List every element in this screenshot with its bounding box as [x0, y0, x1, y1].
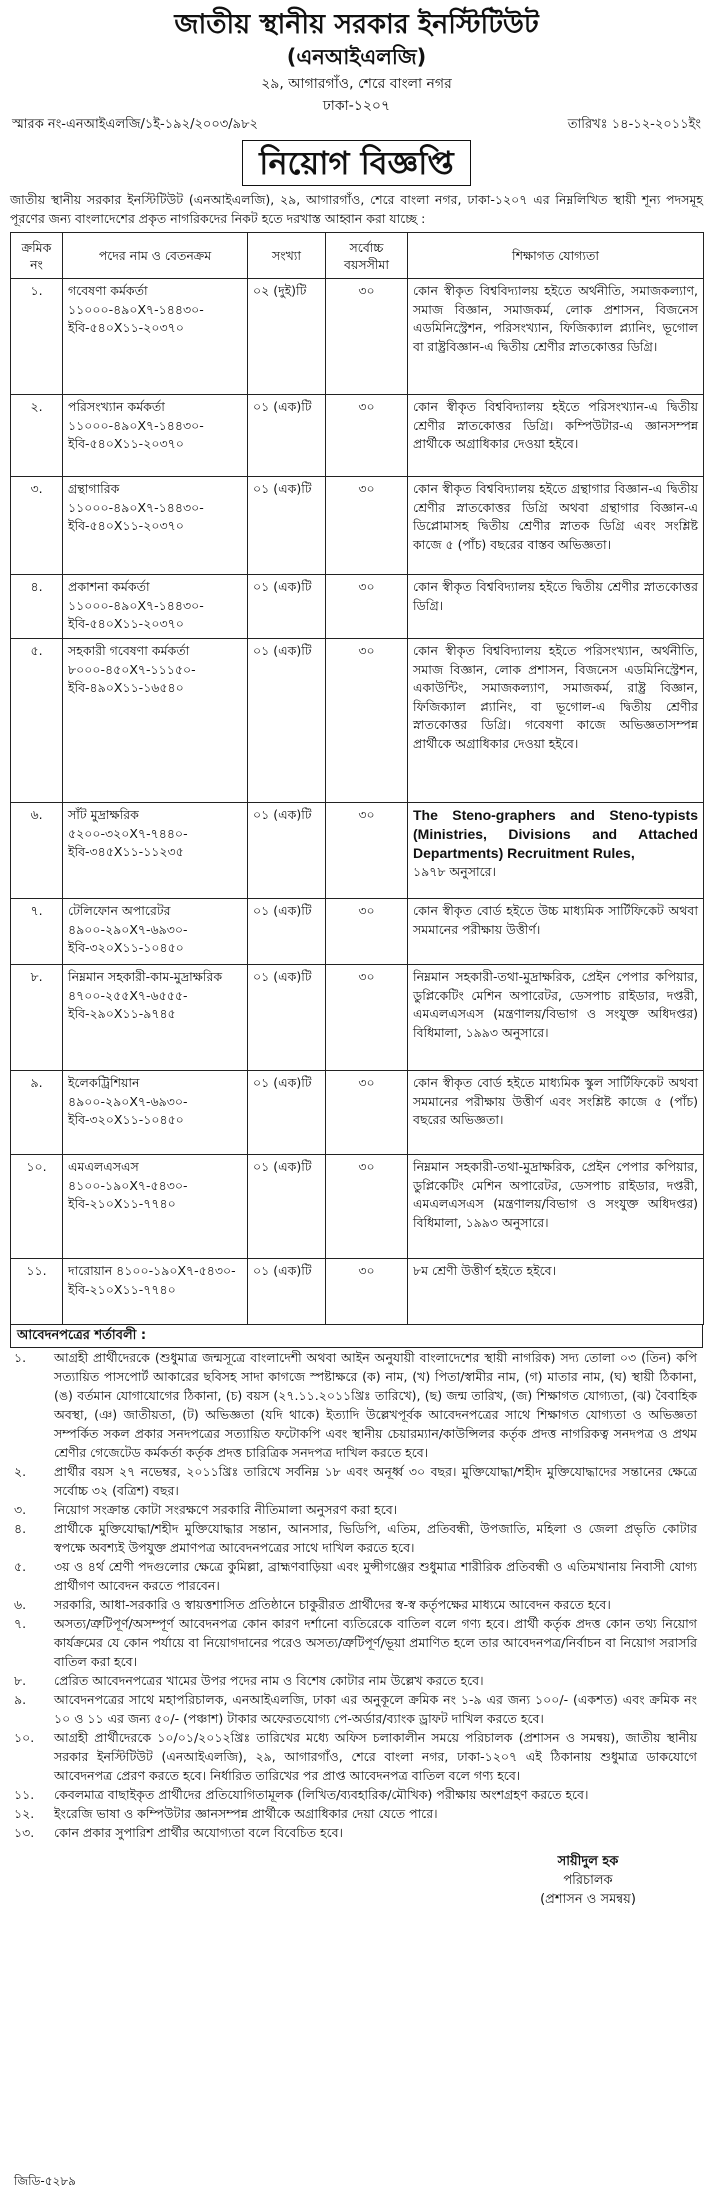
- qualification-cell: কোন স্বীকৃত বিশ্ববিদ্যালয় হইতে গ্রন্থাগার বিজ্ঞান-এ দ্বিতীয় শ্রেণীর স্নাতকোত্তর ডিগ্রি অথবা গ্রন্থাগার বিজ্ঞান-এ ডিপ্লোমাসহ দ্বিতীয় শ্রেণীর স্নাতক ডিগ্রি এবং সংশ্লিষ্ট কাজে ৫ (পাঁচ) বছরের বাস্তব অভিজ্ঞতা।: [408, 477, 704, 575]
- condition-text: ইংরেজি ভাষা ও কম্পিউটার জ্ঞানসম্পন্ন প্রার্থীকে অগ্রাধিকার দেয়া যেতে পারে।: [54, 1806, 438, 1821]
- org-city: ঢাকা-১২০৭: [322, 98, 391, 114]
- condition-item: [10, 1519, 703, 1557]
- condition-item: [10, 1728, 703, 1785]
- condition-text: অসত্য/ত্রুটিপূর্ণ/অসম্পূর্ণ আবেদনপত্র কোন কারণ দর্শানো ব্যতিরেকে বাতিল বলে গণ্য হবে। প্রার্থী কর্তৃক প্রদত্ত কোন তথ্য নিয়োগ কার্যক্রমের যে কোন পর্যায়ে বা নিয়োগদানের পরেও অসত্য/ত্রুটিপূর্ণ/ভূয়া প্রমাণিত হলে তার আবেদনপত্র/নির্বাচন বা নিয়োগ সরাসরি বাতিল করা হবে।: [54, 1616, 697, 1669]
- age-cell: ৩০: [326, 477, 408, 575]
- qualification-cell: কোন স্বীকৃত বিশ্ববিদ্যালয় হইতে পরিসংখ্যান-এ দ্বিতীয় শ্রেণীর স্নাতকোত্তর ডিগ্রি। কম্পিউটার-এ জ্ঞানসম্পন্ন প্রার্থীকে অগ্রাধিকার দেওয়া হইবে।: [408, 395, 704, 477]
- qualification-cell: [408, 803, 704, 899]
- condition-item: [10, 1671, 703, 1690]
- condition-number: ১৩.: [14, 1825, 35, 1840]
- qualification-cell: ৮ম শ্রেণী উত্তীর্ণ হইতে হইবে।: [408, 1259, 704, 1325]
- condition-item: [10, 1500, 703, 1519]
- qualification-rule-year: ১৯৭৮ অনুসারে।: [413, 864, 496, 879]
- age-cell: ৩০: [326, 965, 408, 1071]
- post-cell: দারোয়ান ৪১০০-১৯০X৭-৫৪৩০-ইবি-২১০X১১-৭৭৪০: [63, 1259, 248, 1325]
- age-cell: ৩০: [326, 803, 408, 899]
- condition-item: [10, 1690, 703, 1728]
- signature-block: [10, 1852, 703, 1909]
- post-cell: এমএলএসএস ৪১০০-১৯০X৭-৫৪৩০-ইবি-২১০X১১-৭৭৪০: [63, 1155, 248, 1259]
- table-row: [11, 575, 704, 639]
- condition-text: কেবলমাত্র বাছাইকৃত প্রার্থীদের প্রতিযোগিতামূলক (লিখিত/ব্যবহারিক/মৌখিক) পরীক্ষায় অংশগ্রহণ করতে হবে।: [54, 1787, 589, 1802]
- org-name: জাতীয় স্থানীয় সরকার ইনস্টিটিউট: [174, 9, 539, 40]
- qualification-rule-text: The Steno-graphers and Steno-typists (Ministries, Divisions and Attached Departments) Recruitment Rules,: [413, 807, 698, 861]
- age-cell: ৩০: [326, 1259, 408, 1325]
- condition-number: ১২.: [14, 1806, 35, 1821]
- qualification-cell: কোন স্বীকৃত বোর্ড হইতে মাধ্যমিক স্কুল সার্টিফিকেট অথবা সমমানের পরীক্ষায় উত্তীর্ণ এবং সংশ্লিষ্ট কাজে ৫ (পাঁচ) বছরের অভিজ্ঞতা।: [408, 1071, 704, 1155]
- count-cell: ০২ (দুই)টি: [248, 279, 326, 395]
- condition-text: কোন প্রকার সুপারিশ প্রার্থীর অযোগ্যতা বলে বিবেচিত হবে।: [54, 1825, 344, 1840]
- serial-cell: ৮.: [11, 965, 63, 1071]
- signatory-name: সায়ীদুল হক: [557, 1854, 619, 1869]
- qualification-cell: নিম্নমান সহকারী-তথা-মুদ্রাক্ষরিক, প্রেইন পেপার কপিয়ার, ডুপ্লিকেটিং মেশিন অপারেটর, ডেসপাচ রাইডার, দপ্তরী, এমএলএসএস (মন্ত্রণালয়/বিভাগ ও সংযুক্ত অধিদপ্তর) বিধিমালা, ১৯৯৩ অনুসারে।: [408, 965, 704, 1071]
- condition-text: ৩য় ও ৪র্থ শ্রেণী পদগুলোর ক্ষেত্রে কুমিল্লা, ব্রাহ্মণবাড়িয়া এবং মুন্সীগঞ্জের শুধুমাত্র শারীরিক প্রতিবন্ধী ও এতিমখানায় নিবাসী যোগ্য প্রার্থীগণ আবেদন করতে পারবেন।: [54, 1559, 697, 1593]
- col-header-qualification: শিক্ষাগত যোগ্যতা: [408, 233, 704, 279]
- post-cell: পরিসংখ্যান কর্মকর্তা ১১০০০-৪৯০X৭-১৪৪৩০-ইবি-৫৪০X১১-২০৩৭০: [63, 395, 248, 477]
- table-row: [11, 1259, 704, 1325]
- notice-title: নিয়োগ বিজ্ঞপ্তি: [242, 140, 470, 186]
- memo-line: [10, 116, 703, 134]
- serial-cell: ৬.: [11, 803, 63, 899]
- notice-title-box: [10, 140, 703, 186]
- table-header-row: [11, 233, 704, 279]
- post-cell: টেলিফোন অপারেটর ৪৯০০-২৯০X৭-৬৯৩০-ইবি-৩২০X১১-১০৪৫০: [63, 899, 248, 965]
- age-cell: ৩০: [326, 639, 408, 803]
- conditions-title: আবেদনপত্রের শর্তাবলী :: [10, 1325, 703, 1348]
- condition-number: ৪.: [14, 1521, 27, 1536]
- count-cell: ০১ (এক)টি: [248, 965, 326, 1071]
- table-row: [11, 1155, 704, 1259]
- post-cell: সহকারী গবেষণা কর্মকর্তা ৮০০০-৪৫০X৭-১১১৫০-ইবি-৪৯০X১১-১৬৫৪০: [63, 639, 248, 803]
- condition-number: ৬.: [14, 1597, 27, 1612]
- condition-text: প্রার্থীর বয়স ২৭ নভেম্বর, ২০১১খ্রিঃ তারিখে সর্বনিম্ন ১৮ এবং অনূর্ধ্ব ৩০ বছর। মুক্তিযোদ্ধা/শহীদ মুক্তিযোদ্ধাদের সন্তানের ক্ষেত্রে সর্বোচ্চ ৩২ (বত্রিশ) বছর।: [54, 1464, 697, 1498]
- posts-table: [10, 232, 704, 1325]
- condition-number: ৯.: [14, 1692, 27, 1707]
- qualification-cell: কোন স্বীকৃত বিশ্ববিদ্যালয় হইতে অর্থনীতি, সমাজকল্যাণ, সমাজ বিজ্ঞান, সমাজকর্ম, লোক প্রশাসন, বিজনেস এডমিনিস্ট্রেশন, পরিসংখ্যান, ফিজিক্যাল প্ল্যানিং, ভূগোল বা রাষ্ট্রবিজ্ঞান-এ দ্বিতীয় শ্রেণীর স্নাতকোত্তর ডিগ্রি।: [408, 279, 704, 395]
- table-row: [11, 965, 704, 1071]
- condition-text: নিয়োগ সংক্রান্ত কোটা সংরক্ষণে সরকারি নীতিমালা অনুসরণ করা হবে।: [54, 1502, 398, 1517]
- condition-text: প্রার্থীকে মুক্তিযোদ্ধা/শহীদ মুক্তিযোদ্ধার সন্তান, আনসার, ভিডিপি, এতিম, প্রতিবন্ধী, উপজাতি, মহিলা ও জেলা প্রভৃতি কোটার স্বপক্ষে অবশ্যই উপযুক্ত প্রমাণপত্র আবেদনপত্রের সাথে দাখিল করতে হবে।: [54, 1521, 697, 1555]
- col-header-post: পদের নাম ও বেতনক্রম: [63, 233, 248, 279]
- table-row: [11, 477, 704, 575]
- age-cell: ৩০: [326, 279, 408, 395]
- condition-number: ৮.: [14, 1673, 27, 1688]
- qualification-cell: কোন স্বীকৃত বিশ্ববিদ্যালয় হইতে দ্বিতীয় শ্রেণীর স্নাতকোত্তর ডিগ্রি।: [408, 575, 704, 639]
- table-row: [11, 803, 704, 899]
- serial-cell: ৭.: [11, 899, 63, 965]
- serial-cell: ৫.: [11, 639, 63, 803]
- table-row: [11, 899, 704, 965]
- age-cell: ৩০: [326, 395, 408, 477]
- condition-text: সরকারি, আধা-সরকারি ও স্বায়ত্তশাসিত প্রতিষ্ঠানে চাকুরীরত প্রার্থীদের স্ব-স্ব কর্তৃপক্ষের মাধ্যমে আবেদন করতে হবে।: [54, 1597, 611, 1612]
- memo-date: তারিখঃ ১৪-১২-২০১১ইং: [567, 117, 701, 132]
- col-header-serial: ক্রমিক নং: [11, 233, 63, 279]
- condition-number: ৩.: [14, 1502, 27, 1517]
- condition-text: আগ্রহী প্রার্থীদেরকে ১০/০১/২০১২খ্রিঃ তারিখের মধ্যে অফিস চলাকালীন সময়ে পরিচালক (প্রশাসন ও সমন্বয়), জাতীয় স্থানীয় সরকার ইনস্টিটিউট (এনআইএলজি), ২৯, আগারগাঁও, শেরে বাংলা নগর, ঢাকা-১২০৭ এই ঠিকানায় শুধুমাত্র ডাকযোগে আবেদনপত্র প্রেরণ করতে হবে। নির্ধারিত তারিখের পর প্রাপ্ত আবেদনপত্র বাতিল বলে গণ্য হবে।: [54, 1730, 697, 1783]
- gd-number: জিডি-৫২৮৯: [14, 2174, 76, 2188]
- condition-item: [10, 1462, 703, 1500]
- condition-item: [10, 1348, 703, 1462]
- header: [10, 8, 703, 116]
- condition-number: ১.: [14, 1350, 27, 1365]
- org-address: ২৯, আগারগাঁও, শেরে বাংলা নগর: [261, 76, 452, 92]
- org-abbr: (এনআইএলজি): [286, 45, 427, 69]
- condition-text: আবেদনপত্রের সাথে মহাপরিচালক, এনআইএলজি, ঢাকা এর অনুকূলে ক্রমিক নং ১-৯ এর জন্য ১০০/- (একশত) এবং ক্রমিক নং ১০ ও ১১ এর জন্য ৫০/- (পঞ্চাশ) টাকার অফেরতযোগ্য পে-অর্ডার/ব্যাংক ড্রাফট দাখিল করতে হবে।: [54, 1692, 697, 1726]
- condition-number: ১০.: [14, 1730, 35, 1745]
- table-row: [11, 395, 704, 477]
- condition-number: ৫.: [14, 1559, 27, 1574]
- age-cell: ৩০: [326, 899, 408, 965]
- intro-text: জাতীয় স্থানীয় সরকার ইনস্টিটিউট (এনআইএলজি), ২৯, আগারগাঁও, শেরে বাংলা নগর, ঢাকা-১২০৭ এর নিম্নলিখিত স্থায়ী শূন্য পদসমূহ পূরণের জন্য বাংলাদেশের প্রকৃত নাগরিকদের নিকট হতে দরখাস্ত আহ্বান করা যাচ্ছে :: [10, 192, 703, 226]
- condition-number: ৭.: [14, 1616, 27, 1631]
- table-row: [11, 1071, 704, 1155]
- post-cell: নিম্নমান সহকারী-কাম-মুদ্রাক্ষরিক ৪৭০০-২৫৫X৭-৬৫৫৫-ইবি-২৯০X১১-৯৭৪৫: [63, 965, 248, 1071]
- serial-cell: ১.: [11, 279, 63, 395]
- serial-cell: ১১.: [11, 1259, 63, 1325]
- table-row: [11, 639, 704, 803]
- age-cell: ৩০: [326, 1071, 408, 1155]
- serial-cell: ২.: [11, 395, 63, 477]
- signatory-dept: (প্রশাসন ও সমন্বয়): [540, 1892, 636, 1907]
- serial-cell: ১০.: [11, 1155, 63, 1259]
- condition-item: [10, 1785, 703, 1804]
- count-cell: ০১ (এক)টি: [248, 1155, 326, 1259]
- post-cell: গবেষণা কর্মকর্তা ১১০০০-৪৯০X৭-১৪৪৩০-ইবি-৫৪০X১১-২০৩৭০: [63, 279, 248, 395]
- condition-number: ২.: [14, 1464, 27, 1479]
- count-cell: ০১ (এক)টি: [248, 803, 326, 899]
- serial-cell: ৯.: [11, 1071, 63, 1155]
- memo-number: স্মারক নং-এনআইএলজি/১ই-১৯২/২০০৩/৯৮২: [12, 117, 258, 132]
- signatory-title: পরিচালক: [563, 1873, 613, 1888]
- condition-number: ১১.: [14, 1787, 35, 1802]
- count-cell: ০১ (এক)টি: [248, 899, 326, 965]
- col-header-age: সর্বোচ্চ বয়সসীমা: [326, 233, 408, 279]
- age-cell: ৩০: [326, 1155, 408, 1259]
- serial-cell: ৩.: [11, 477, 63, 575]
- qualification-cell: কোন স্বীকৃত বোর্ড হইতে উচ্চ মাধ্যমিক সার্টিফিকেট অথবা সমমানের পরীক্ষায় উত্তীর্ণ।: [408, 899, 704, 965]
- post-cell: সাঁট মুদ্রাক্ষরিক ৫২০০-৩২০X৭-৭৪৪০-ইবি-৩৪৫X১১-১১২৩৫: [63, 803, 248, 899]
- post-cell: প্রকাশনা কর্মকর্তা ১১০০০-৪৯০X৭-১৪৪৩০-ইবি-৫৪০X১১-২০৩৭০: [63, 575, 248, 639]
- count-cell: ০১ (এক)টি: [248, 575, 326, 639]
- conditions-list: [10, 1348, 703, 1842]
- count-cell: ০১ (এক)টি: [248, 1259, 326, 1325]
- condition-item: [10, 1614, 703, 1671]
- condition-item: [10, 1595, 703, 1614]
- col-header-count: সংখ্যা: [248, 233, 326, 279]
- count-cell: ০১ (এক)টি: [248, 639, 326, 803]
- post-cell: ইলেকট্রিশিয়ান ৪৯০০-২৯০X৭-৬৯৩০-ইবি-৩২০X১১-১০৪৫০: [63, 1071, 248, 1155]
- table-row: [11, 279, 704, 395]
- age-cell: ৩০: [326, 575, 408, 639]
- post-cell: গ্রন্থাগারিক ১১০০০-৪৯০X৭-১৪৪৩০-ইবি-৫৪০X১১-২০৩৭০: [63, 477, 248, 575]
- condition-item: [10, 1823, 703, 1842]
- serial-cell: ৪.: [11, 575, 63, 639]
- condition-text: আগ্রহী প্রার্থীদেরকে (শুধুমাত্র জন্মসূত্রে বাংলাদেশী অথবা আইন অনুযায়ী বাংলাদেশের স্থায়ী নাগরিক) সদ্য তোলা ০৩ (তিন) কপি সত্যায়িত পাসপোর্ট আকারের ছবিসহ সাদা কাগজে স্পষ্টাক্ষরে (ক) নাম, (খ) পিতা/স্বামীর নাম, (গ) মাতার নাম, (ঘ) স্থায়ী ঠিকানা, (ঙ) বর্তমান যোগাযোগের ঠিকানা, (চ) বয়স (২৭.১১.২০১১খ্রিঃ তারিখে), (ছ) জন্ম তারিখ, (জ) শিক্ষাগত যোগ্যতা, (ঝ) বৈবাহিক অবস্থা, (ঞ) জাতীয়তা, (ট) অভিজ্ঞতা (যদি থাকে) ইত্যাদি উল্লেখপূর্বক আবেদনপত্রের সাথে শিক্ষাগত যোগ্যতা ও অভিজ্ঞতা সম্পর্কিত সকল প্রকার সনদপত্রের সত্যায়িত ফটোকপি এবং স্থানীয় চেয়ারম্যান/কাউন্সিলর কর্তৃক প্রদত্ত নাগরিকত্ব সনদপত্র ও প্রথম শ্রেণীর গেজেটেড কর্মকর্তা কর্তৃক প্রদত্ত চারিত্রিক সনদপত্র দাখিল করতে হবে।: [54, 1350, 697, 1460]
- condition-item: [10, 1804, 703, 1823]
- count-cell: ০১ (এক)টি: [248, 477, 326, 575]
- count-cell: ০১ (এক)টি: [248, 395, 326, 477]
- count-cell: ০১ (এক)টি: [248, 1071, 326, 1155]
- condition-text: প্রেরিত আবেদনপত্রের খামের উপর পদের নাম ও বিশেষ কোটার নাম উল্লেখ করতে হবে।: [54, 1673, 484, 1688]
- qualification-cell: কোন স্বীকৃত বিশ্ববিদ্যালয় হইতে পরিসংখ্যান, অর্থনীতি, সমাজ বিজ্ঞান, লোক প্রশাসন, বিজনেস এডমিনিস্ট্রেশন, একাউন্টিং, সমাজকল্যাণ, সমাজকর্ম, রাষ্ট্র বিজ্ঞান, ফিজিক্যাল প্ল্যানিং, বা ভূগোল-এ দ্বিতীয় শ্রেণীর স্নাতকোত্তর ডিগ্রি। গবেষণা কাজে অভিজ্ঞতাসম্পন্ন প্রার্থীকে অগ্রাধিকার দেওয়া হইবে।: [408, 639, 704, 803]
- qualification-cell: নিম্নমান সহকারী-তথা-মুদ্রাক্ষরিক, প্রেইন পেপার কপিয়ার, ডুপ্লিকেটিং মেশিন অপারেটর, ডেসপাচ রাইডার, দপ্তরী, এমএলএসএস (মন্ত্রণালয়/বিভাগ ও সংযুক্ত অধিদপ্তর) বিধিমালা, ১৯৯৩ অনুসারে।: [408, 1155, 704, 1259]
- condition-item: [10, 1557, 703, 1595]
